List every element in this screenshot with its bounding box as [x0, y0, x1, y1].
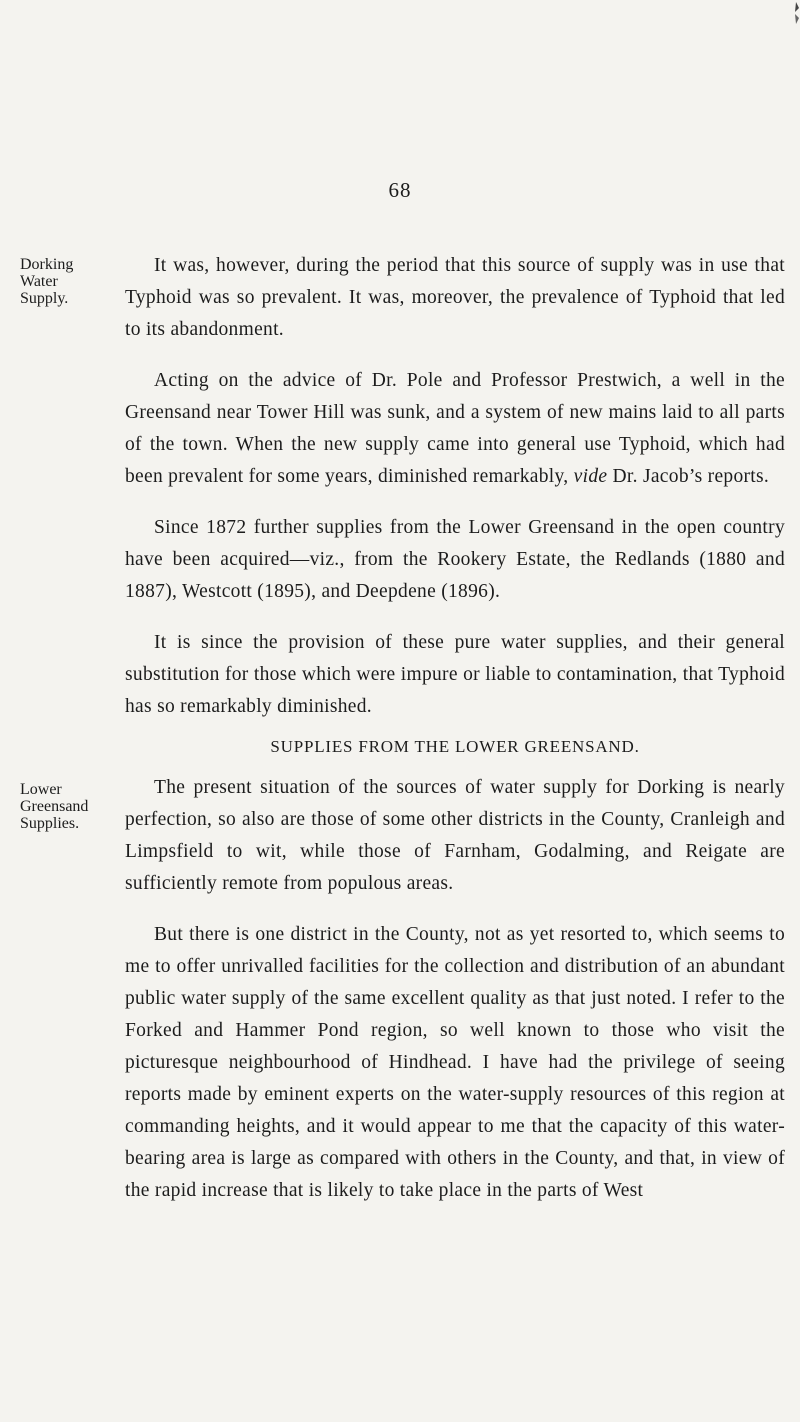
paragraph-greensand-well-end: Dr. Jacob’s reports.	[607, 466, 770, 487]
scan-edge-marks	[786, 0, 800, 30]
paragraph-hindhead-district: But there is one district in the County, not as yet resorted to, which seems to me to offer unrivalled facilities for the collection and distribution of an abundant public water supply of the same excellent quality as that just noted. I refer to the Forked and Hammer Pond region, so well known to those who visit the picturesque neighbourhood of Hindhead. I have had the privilege of seeing reports made by eminent experts on the water-supply resources of this region at commanding heights, and it would appear to me that the capacity of this water-bearing area is large as compared with others in the County, and that, in view of the rapid increase that is likely to take place in the parts of West	[125, 924, 785, 1201]
paragraph-further-supplies: Since 1872 further supplies from the Lower Greensand in the open country have been acquired—viz., from the Rookery Estate, the Redlands (1880 and 1887), Westcott (1895), and Deepdene (1896).	[125, 517, 785, 602]
paragraph-typhoid-prevalence: It was, however, during the period that this source of supply was in use that Typhoid was so prevalent. It was, moreover, the prevalence of Typhoid that led to its abandonment.	[125, 255, 785, 340]
sidenote-lower-greensand-supplies: Lower Greensand Supplies.	[20, 781, 89, 832]
paragraph-pure-water: It is since the provision of these pure water supplies, and their general substitution for those which were impure or liable to contamination, that Typhoid has so remarkably diminished.	[125, 632, 785, 717]
paragraph-greensand-well-text: Acting on the advice of Dr. Pole and Professor Prestwich, a well in the Greensand near Tower Hill was sunk, and a system of new mains laid to all parts of the town. When the new supply came into general use Typhoid, which had been prevalent for some years, diminished remarkably,	[125, 370, 785, 487]
paragraph-present-situation: The present situation of the sources of water supply for Dorking is nearly perfection, so also are those of some other districts in the County, Cranleigh and Limpsfield to wit, while those of Farnham, Godalming, and Reigate are sufficiently remote from populous areas.	[125, 777, 785, 894]
sidenote-dorking-water-supply: Dorking Water Supply.	[20, 256, 74, 307]
paragraph-greensand-well	[125, 365, 785, 493]
section-heading: SUPPLIES FROM THE LOWER GREENSAND.	[270, 737, 640, 756]
page-number: 68	[388, 178, 412, 202]
italic-vide: vide	[573, 466, 608, 487]
main-text	[125, 250, 785, 1226]
